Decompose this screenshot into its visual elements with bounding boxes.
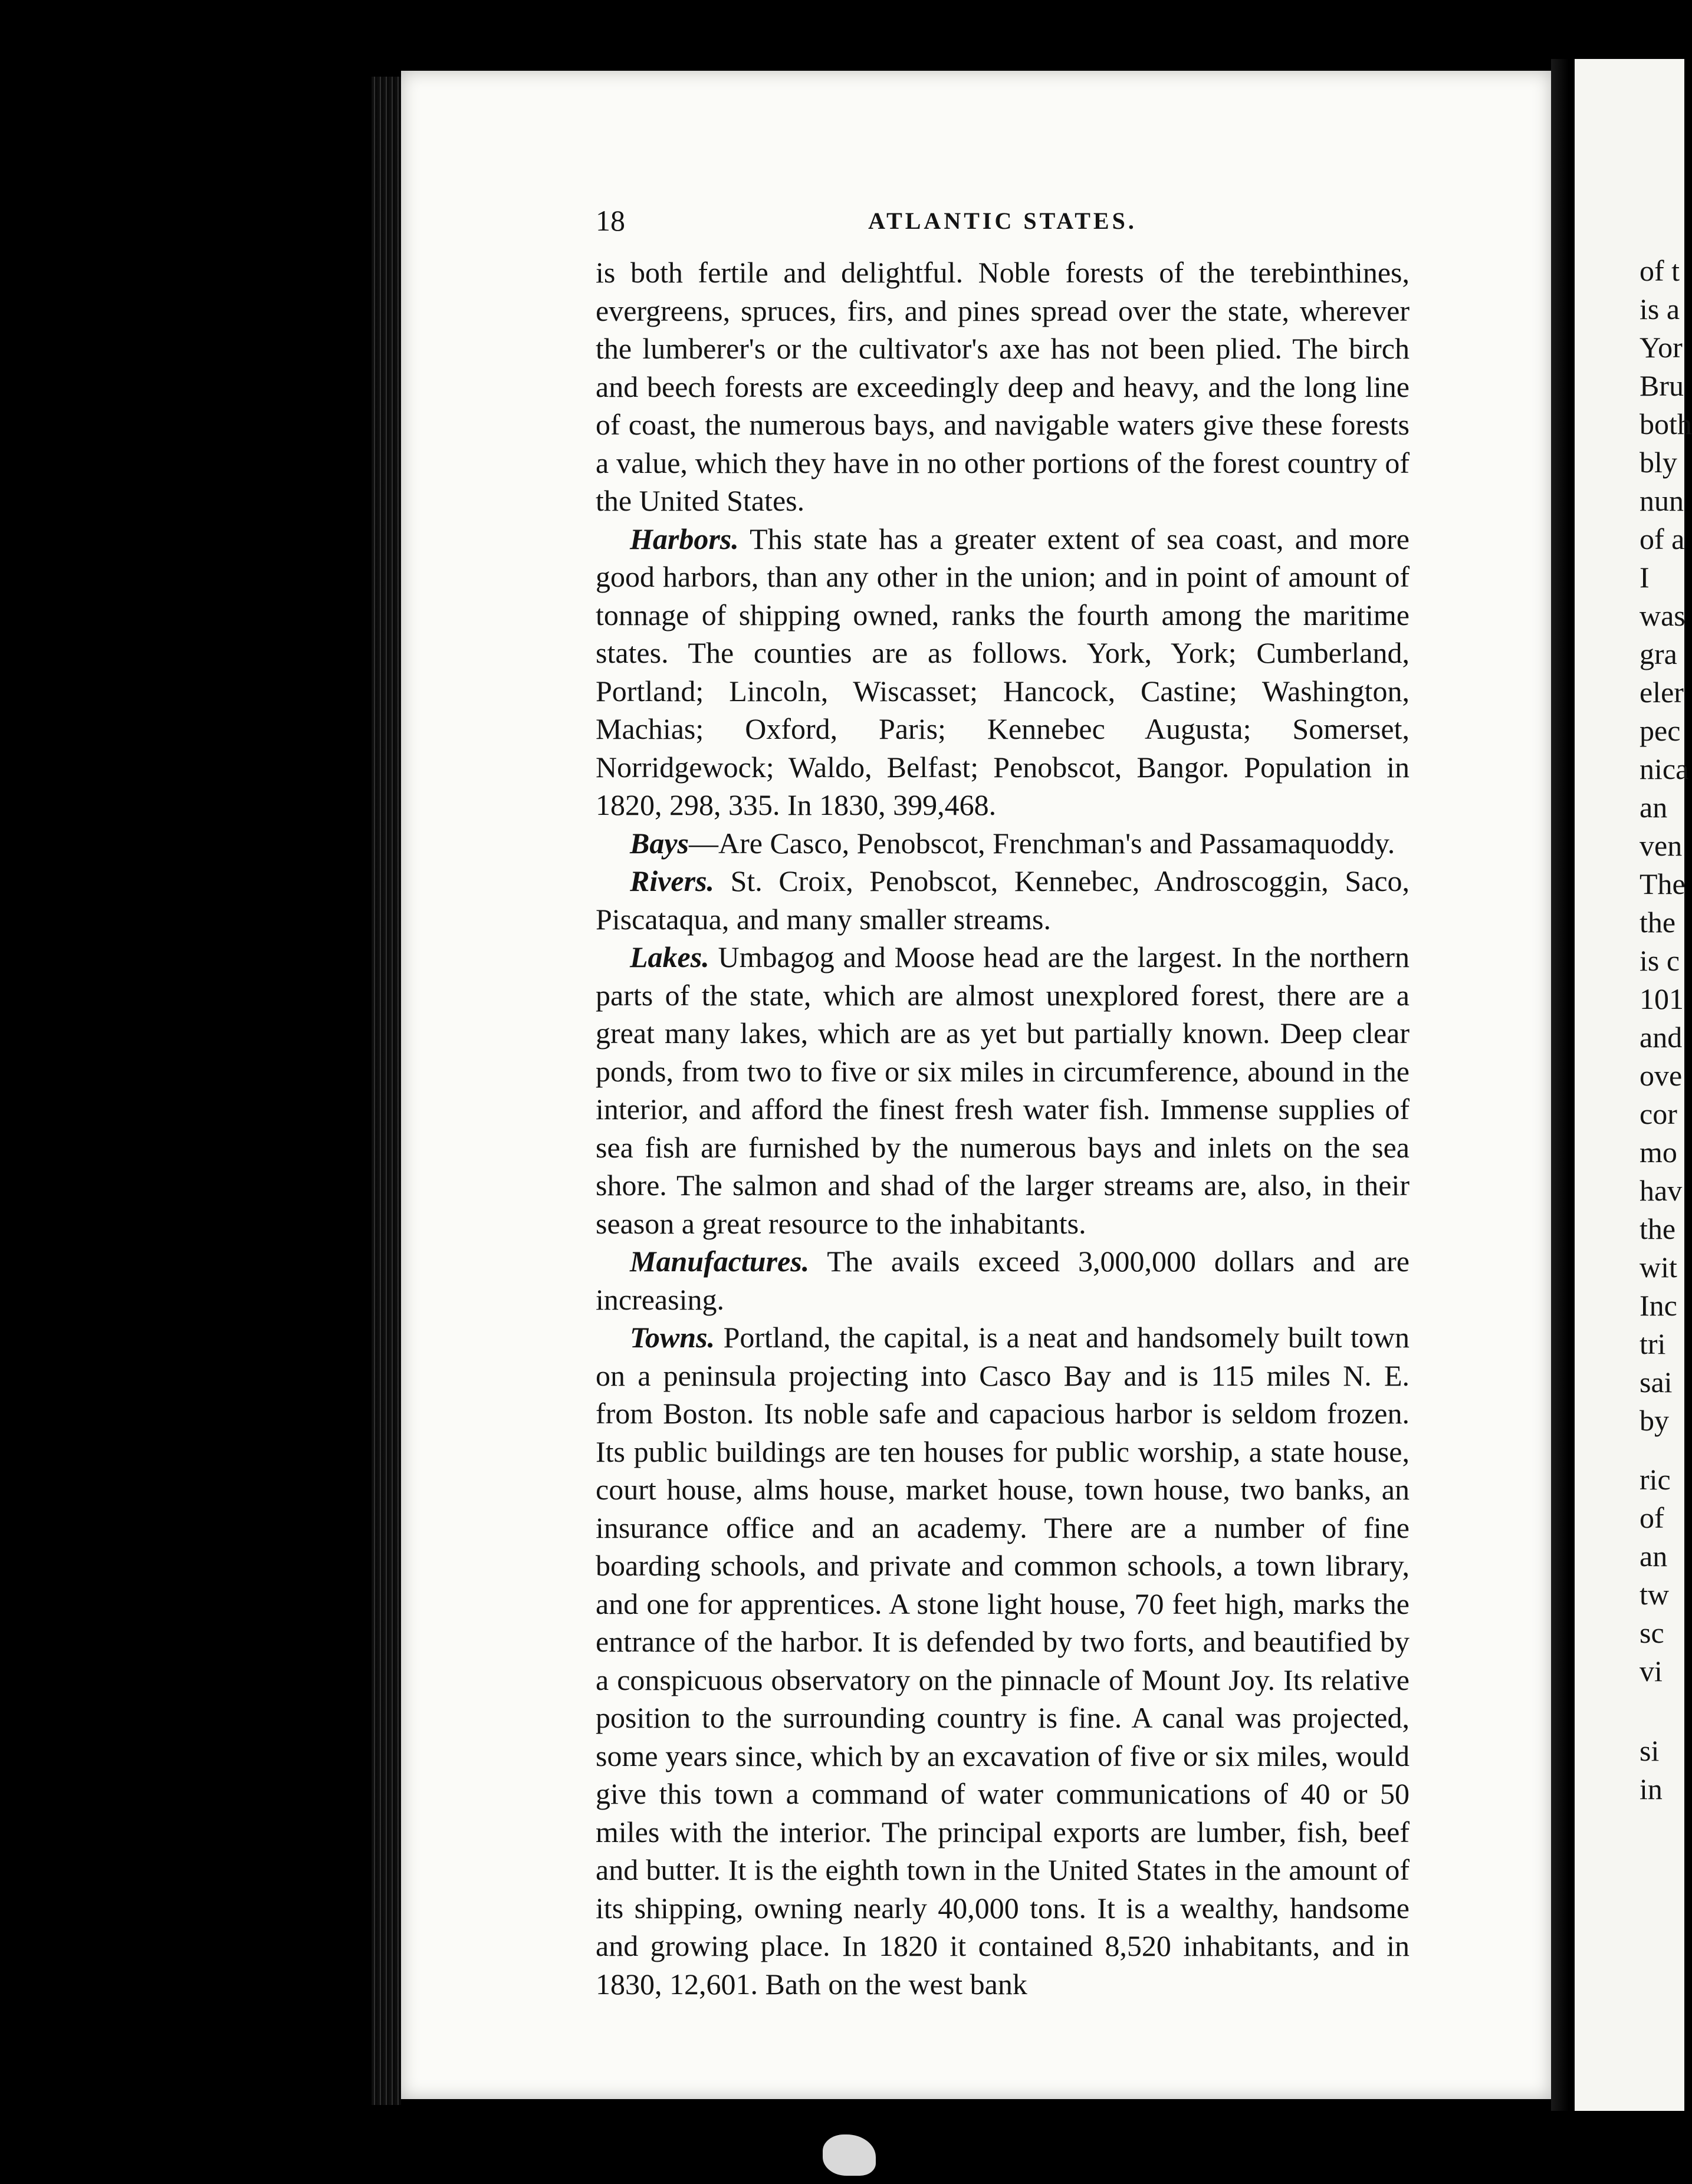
facing-page-line: is c bbox=[1640, 944, 1680, 977]
facing-page-line: ove bbox=[1640, 1059, 1683, 1092]
facing-page-line: nica bbox=[1640, 752, 1689, 785]
paragraph-rivers bbox=[596, 862, 1410, 938]
facing-page-line: 101 bbox=[1640, 982, 1684, 1015]
facing-page-line: is a bbox=[1640, 292, 1680, 325]
book-page bbox=[401, 71, 1551, 2099]
scan-artifact bbox=[823, 2134, 876, 2176]
facing-page-line: sc bbox=[1640, 1616, 1664, 1649]
facing-page-line: and bbox=[1640, 1021, 1683, 1054]
facing-page-line: Inc bbox=[1640, 1289, 1677, 1322]
section-heading-harbors: Harbors. bbox=[630, 522, 739, 555]
paragraph-towns bbox=[596, 1318, 1410, 2003]
section-heading-bays: Bays bbox=[630, 826, 689, 860]
paragraph-text: This state has a greater extent of sea coast, and more good harbors, than any other in the union; and in point of amount of tonnage of shipping owned, ranks the fourth among the maritime states. The counties are as follows. York, York; Cumberland, Portland; Lincoln, Wiscasset; Hancock, Castine; Washington, Machias; Oxford, Paris; Kennebec Augusta; Somerset, Norridgewock; Waldo, Belfast; Penobscot, Bangor. Population in 1820, 298, 335. In 1830, 399,468. bbox=[596, 522, 1410, 821]
paragraph-harbors bbox=[596, 520, 1410, 824]
paragraph-manufactures bbox=[596, 1242, 1410, 1318]
facing-page-line: Yor bbox=[1640, 331, 1683, 364]
facing-page-line: I bbox=[1640, 561, 1650, 594]
paragraph-text: St. Croix, Penobscot, Kennebec, Androscoggin, Saco, Piscataqua, and many smaller streams. bbox=[596, 864, 1410, 936]
facing-page-line: ven bbox=[1640, 829, 1683, 862]
facing-page-line: pec bbox=[1640, 714, 1681, 747]
facing-page-line: was bbox=[1640, 599, 1686, 632]
facing-page-line: the bbox=[1640, 1212, 1676, 1245]
page-body bbox=[596, 254, 1410, 2003]
section-heading-lakes: Lakes. bbox=[630, 940, 709, 973]
paragraph-bays bbox=[596, 824, 1410, 863]
paragraph-text: The avails exceed 3,000,000 dollars and are increasing. bbox=[596, 1245, 1410, 1316]
facing-page-fragment bbox=[1575, 59, 1692, 2111]
facing-page-line: bly bbox=[1640, 446, 1677, 479]
facing-page-line: an bbox=[1640, 1540, 1668, 1573]
paragraph-intro bbox=[596, 254, 1410, 520]
facing-page-line: si bbox=[1640, 1734, 1660, 1767]
paragraph-text: Umbagog and Moose head are the largest. In the northern parts of the state, which are almost unexplored forest, there are a great many lakes, which are as yet but partially known. Deep clear ponds, from two to five or six miles in circumference, abound in the interior, and afford the finest fresh water fish. Immense supplies of sea fish are furnished by the numerous bays and inlets on the sea shore. The salmon and shad of the larger streams are, also, in their season a great resource to the inhabitants. bbox=[596, 940, 1410, 1240]
facing-page-line: sai bbox=[1640, 1366, 1673, 1399]
paragraph-text: Portland, the capital, is a neat and handsomely built town on a peninsula projecting into Casco Bay and is 115 miles N. E. from Boston. Its noble safe and capacious harbor is seldom frozen. Its public buildings are ten houses for public worship, a state house, court house, alms house, market house, town house, two banks, an insurance office and an academy. There are a number of fine boarding schools, and private and common schools, a town library, and one for apprentices. A stone light house, 70 feet high, marks the entrance of the harbor. It is defended by two forts, and beautified by a conspicuous observatory on the pinnacle of Mount Joy. Its relative position to the surrounding country is fine. A canal was projected, some years since, which by an excavation of five or six miles, would give this town a command of water communications of 40 or 50 miles with the interior. The principal exports are lumber, fish, beef and butter. It is the eighth town in the United States in the amount of its shipping, owning nearly 40,000 tons. It is a wealthy, handsome and growing place. In 1820 it contained 8,520 inhabitants, and in 1830, 12,601. Bath on the west bank bbox=[596, 1321, 1410, 2001]
facing-page-line: of a bbox=[1640, 522, 1685, 555]
facing-page-line: vi bbox=[1640, 1655, 1663, 1688]
paragraph-text: —Are Casco, Penobscot, Frenchman's and Passamaquoddy. bbox=[689, 826, 1395, 860]
page-number: 18 bbox=[596, 204, 625, 237]
facing-page-line: the bbox=[1640, 906, 1676, 939]
facing-page-line: eler bbox=[1640, 676, 1684, 709]
facing-page-line: of t bbox=[1640, 254, 1680, 287]
facing-page-line: The bbox=[1640, 867, 1686, 900]
facing-page-line: ric bbox=[1640, 1463, 1671, 1496]
facing-page-line: by bbox=[1640, 1404, 1669, 1437]
facing-page-line: hav bbox=[1640, 1174, 1683, 1207]
facing-page-line: nun bbox=[1640, 484, 1684, 517]
book-spine-edge bbox=[372, 77, 401, 2105]
paragraph-text: is both fertile and delightful. Noble forests of the terebinthines, evergreens, spruces, firs, and pines spread over the state, wherever the lumberer's or the cultivator's axe has not been plied. The birch and beech forests are exceedingly deep and heavy, and the long line of coast, the numerous bays, and navigable waters give these forests a value, which they have in no other portions of the forest country of the United States. bbox=[596, 256, 1410, 517]
facing-page-line: tri bbox=[1640, 1327, 1666, 1360]
section-heading-towns: Towns. bbox=[630, 1321, 715, 1354]
facing-page-line: cor bbox=[1640, 1097, 1677, 1130]
facing-page-line: in bbox=[1640, 1772, 1663, 1805]
paragraph-lakes bbox=[596, 938, 1410, 1242]
facing-page-line: Bru bbox=[1640, 369, 1684, 402]
facing-page-line: wit bbox=[1640, 1251, 1677, 1284]
page-gutter-shadow bbox=[1551, 59, 1569, 2111]
page-header bbox=[596, 203, 1410, 239]
facing-page-line: an bbox=[1640, 791, 1668, 824]
facing-page-line: gra bbox=[1640, 637, 1677, 670]
facing-page-line: of bbox=[1640, 1501, 1664, 1534]
section-heading-manufactures: Manufactures. bbox=[630, 1245, 810, 1278]
facing-page-line: mo bbox=[1640, 1136, 1677, 1169]
running-head: ATLANTIC STATES. bbox=[868, 208, 1137, 234]
facing-page-line: tw bbox=[1640, 1578, 1669, 1611]
section-heading-rivers: Rivers. bbox=[630, 864, 715, 897]
facing-page-line: both bbox=[1640, 407, 1692, 440]
